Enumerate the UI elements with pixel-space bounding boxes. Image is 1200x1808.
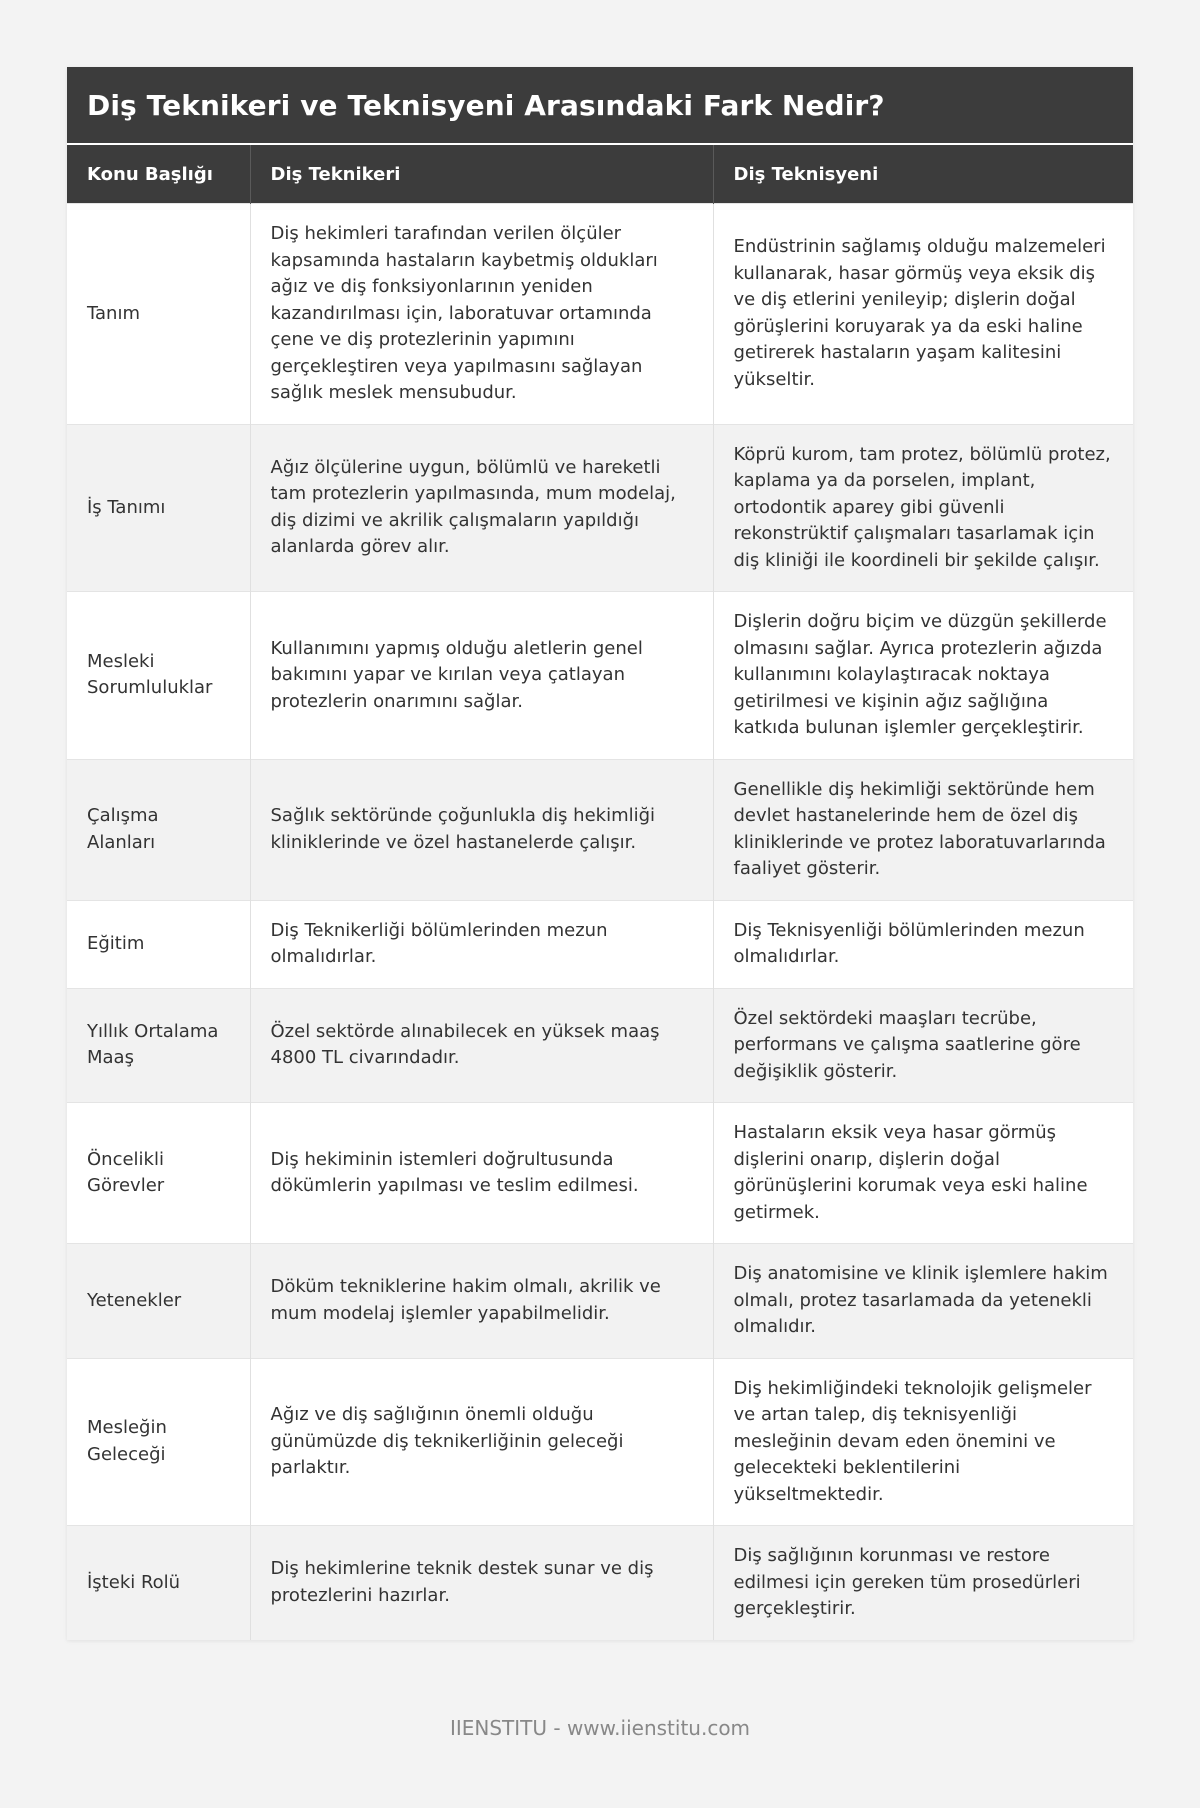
table-row xyxy=(67,1526,1133,1640)
teknisyen-cell: Diş Teknisyenliği bölümlerinden mezun olmalıdırlar. xyxy=(713,900,1133,988)
table-row xyxy=(67,1358,1133,1526)
tekniker-cell: Ağız ve diş sağlığının önemli olduğu günümüzde diş teknikerliğinin geleceği parlaktır. xyxy=(250,1358,713,1526)
tekniker-cell: Diş hekimlerine teknik destek sunar ve diş protezlerini hazırlar. xyxy=(250,1526,713,1640)
column-header-tekniker: Diş Teknikeri xyxy=(250,145,713,204)
table-row xyxy=(67,592,1133,760)
teknisyen-cell: Hastaların eksik veya hasar görmüş dişlerini onarıp, dişlerin doğal görünüşlerini korumak veya eski haline getirmek. xyxy=(713,1103,1133,1244)
table-header xyxy=(67,145,1133,204)
table-row xyxy=(67,759,1133,900)
table-row xyxy=(67,424,1133,592)
table-row xyxy=(67,1103,1133,1244)
teknisyen-cell: Diş anatomisine ve klinik işlemlere hakim olmalı, protez tasarlamada da yetenekli olmalıdır. xyxy=(713,1244,1133,1359)
row-topic-cell: İşteki Rolü xyxy=(67,1526,250,1640)
tekniker-cell: Özel sektörde alınabilecek en yüksek maaş 4800 TL civarındadır. xyxy=(250,988,713,1103)
tekniker-cell: Ağız ölçülerine uygun, bölümlü ve hareketli tam protezlerin yapılmasında, mum modelaj, diş dizimi ve akrilik çalışmaların yapıldığı alanlarda görev alır. xyxy=(250,424,713,592)
tekniker-cell: Döküm tekniklerine hakim olmalı, akrilik ve mum modelaj işlemler yapabilmelidir. xyxy=(250,1244,713,1359)
table-row xyxy=(67,900,1133,988)
column-header-teknisyen: Diş Teknisyeni xyxy=(713,145,1133,204)
teknisyen-cell: Endüstrinin sağlamış olduğu malzemeleri kullanarak, hasar görmüş veya eksik diş ve diş etlerini yenileyip; dişlerin doğal görüşlerini koruyarak ya da eski haline getirerek hastaların yaşam kalitesini yükseltir. xyxy=(713,204,1133,425)
tekniker-cell: Kullanımını yapmış olduğu aletlerin genel bakımını yapar ve kırılan veya çatlayan protezlerin onarımını sağlar. xyxy=(250,592,713,760)
page-title: Diş Teknikeri ve Teknisyeni Arasındaki Fark Nedir? xyxy=(87,88,885,122)
teknisyen-cell: Diş hekimliğindeki teknolojik gelişmeler ve artan talep, diş teknisyenliği mesleğinin devam eden önemini ve gelecekteki beklentilerini yükseltmektedir. xyxy=(713,1358,1133,1526)
tekniker-cell: Sağlık sektöründe çoğunlukla diş hekimliği kliniklerinde ve özel hastanelerde çalışır. xyxy=(250,759,713,900)
teknisyen-cell: Genellikle diş hekimliği sektöründe hem devlet hastanelerinde hem de özel diş kliniklerinde ve protez laboratuvarlarında faaliyet gösterir. xyxy=(713,759,1133,900)
row-topic-cell: Öncelikli Görevler xyxy=(67,1103,250,1244)
row-topic-cell: Tanım xyxy=(67,204,250,425)
row-topic-cell: Yıllık Ortalama Maaş xyxy=(67,988,250,1103)
tekniker-cell: Diş Teknikerliği bölümlerinden mezun olmalıdırlar. xyxy=(250,900,713,988)
teknisyen-cell: Köprü kurom, tam protez, bölümlü protez, kaplama ya da porselen, implant, ortodontik aparey gibi güvenli rekonstrüktif çalışmaları tasarlamak için diş kliniği ile koordineli bir şekilde çalışır. xyxy=(713,424,1133,592)
teknisyen-cell: Özel sektördeki maaşları tecrübe, performans ve çalışma saatlerine göre değişiklik gösterir. xyxy=(713,988,1133,1103)
table-row xyxy=(67,988,1133,1103)
tekniker-cell: Diş hekimleri tarafından verilen ölçüler kapsamında hastaların kaybetmiş oldukları ağız ve diş fonksiyonlarının yeniden kazandırılması için, laboratuvar ortamında çene ve diş protezlerinin yapımını gerçekleştiren veya yapılmasını sağlayan sağlık meslek mensubudur. xyxy=(250,204,713,425)
teknisyen-cell: Dişlerin doğru biçim ve düzgün şekillerde olmasını sağlar. Ayrıca protezlerin ağızda kullanımını kolaylaştıracak noktaya getirilmesi ve kişinin ağız sağlığına katkıda bulunan işlemler gerçekleştirir. xyxy=(713,592,1133,760)
row-topic-cell: Mesleki Sorumluluklar xyxy=(67,592,250,760)
row-topic-cell: Çalışma Alanları xyxy=(67,759,250,900)
row-topic-cell: İş Tanımı xyxy=(67,424,250,592)
table-row xyxy=(67,1244,1133,1359)
row-topic-cell: Eğitim xyxy=(67,900,250,988)
teknisyen-cell: Diş sağlığının korunması ve restore edilmesi için gereken tüm prosedürleri gerçekleştirir. xyxy=(713,1526,1133,1640)
tekniker-cell: Diş hekiminin istemleri doğrultusunda dökümlerin yapılması ve teslim edilmesi. xyxy=(250,1103,713,1244)
title-bar xyxy=(67,67,1133,145)
column-header-topic: Konu Başlığı xyxy=(67,145,250,204)
comparison-table xyxy=(67,145,1133,1640)
header-row xyxy=(67,145,1133,204)
footer-credit: IIENSTITU - www.iienstitu.com xyxy=(449,1716,751,1740)
table-body xyxy=(67,204,1133,1640)
table-row xyxy=(67,204,1133,425)
row-topic-cell: Yetenekler xyxy=(67,1244,250,1359)
row-topic-cell: Mesleğin Geleceği xyxy=(67,1358,250,1526)
comparison-card xyxy=(67,67,1133,1640)
